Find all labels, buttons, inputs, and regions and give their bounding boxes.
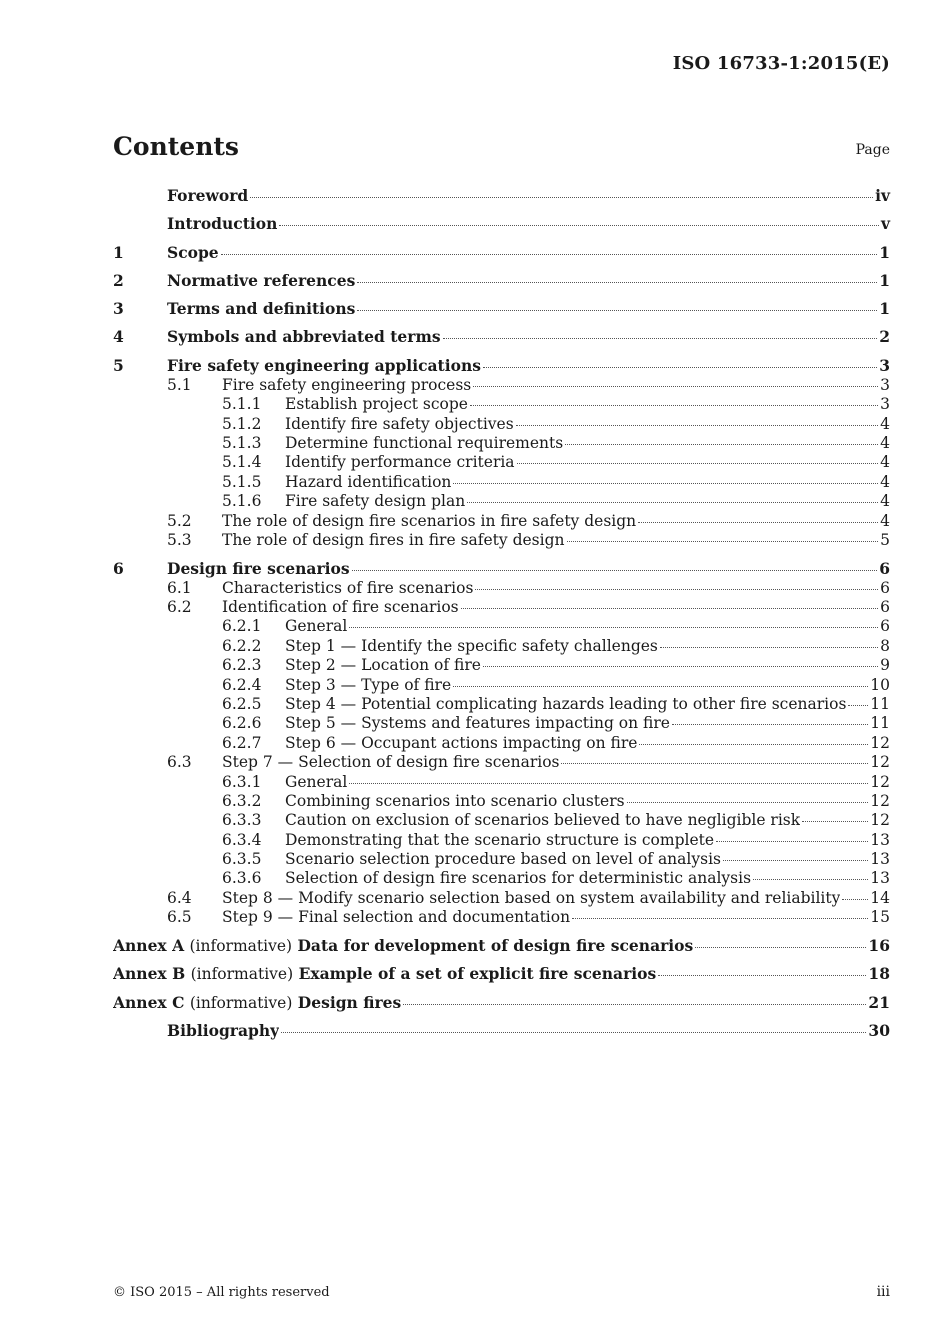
toc-entry[interactable] xyxy=(113,376,890,395)
toc-entry[interactable] xyxy=(113,617,890,636)
toc-entry[interactable] xyxy=(113,753,890,772)
toc-entry-number: 6.2.3 xyxy=(222,656,262,675)
dot-leader xyxy=(349,627,878,628)
toc-entry-number: 6.2.2 xyxy=(222,636,262,655)
toc-entry-page: 12 xyxy=(870,753,890,772)
toc-entry-title: Step 4 — Potential complicating hazards leading to other fire scenarios xyxy=(285,694,847,713)
table-of-contents xyxy=(113,186,890,1041)
toc-entry-title: Characteristics of fire scenarios xyxy=(222,578,474,597)
toc-entry-title: Determine functional requirements xyxy=(285,433,564,452)
annex-title: Data for development of design fire scenarios xyxy=(297,935,694,955)
toc-entry-number: 5.1.5 xyxy=(222,472,262,491)
toc-entry-title: The role of design fires in fire safety design xyxy=(222,530,565,549)
toc-entry[interactable] xyxy=(113,473,890,492)
toc-entry-title: Step 3 — Type of fire xyxy=(285,675,452,694)
annex-label: Annex A xyxy=(113,935,185,955)
dot-leader xyxy=(658,975,866,976)
toc-entry-page: 6 xyxy=(879,558,890,578)
toc-entry[interactable] xyxy=(113,559,890,579)
toc-entry-page: iv xyxy=(875,186,890,205)
toc-entry-number: 1 xyxy=(113,242,124,262)
toc-entry[interactable] xyxy=(113,271,890,291)
toc-entry-number: 6.2.4 xyxy=(222,675,262,694)
annex-informative-tag: (informative) xyxy=(189,936,293,955)
toc-entry-page: 30 xyxy=(868,1020,890,1040)
annex-title: Example of a set of explicit fire scenarios xyxy=(298,964,657,984)
toc-entry-title: Terms and definitions xyxy=(167,299,356,319)
toc-entry-page: 8 xyxy=(880,636,890,655)
toc-entry-page: 21 xyxy=(868,992,890,1012)
toc-entry[interactable] xyxy=(113,936,890,956)
dot-leader xyxy=(639,744,868,745)
toc-entry-number: 6.4 xyxy=(167,888,192,907)
dot-leader xyxy=(716,841,868,842)
toc-entry[interactable] xyxy=(113,831,890,850)
dot-leader xyxy=(250,197,873,198)
toc-entry[interactable] xyxy=(113,214,890,234)
toc-entry[interactable] xyxy=(113,792,890,811)
toc-entry-title: Step 6 — Occupant actions impacting on fire xyxy=(285,733,638,752)
toc-entry-page: 13 xyxy=(870,830,890,849)
toc-entry-number: 6 xyxy=(113,558,124,578)
toc-entry[interactable] xyxy=(113,395,890,414)
dot-leader xyxy=(565,444,878,445)
toc-entry-page: 11 xyxy=(870,714,890,733)
toc-entry-page: 13 xyxy=(870,850,890,869)
copyright-notice: © ISO 2015 – All rights reserved xyxy=(113,1285,330,1300)
toc-entry-title: Combining scenarios into scenario clusters xyxy=(285,791,625,810)
toc-entry-title: General xyxy=(285,772,348,791)
toc-entry-page: 14 xyxy=(870,888,890,907)
toc-entry-page: 4 xyxy=(880,511,890,530)
toc-entry-number: 6.2.7 xyxy=(222,733,262,752)
dot-leader xyxy=(281,1032,866,1033)
toc-entry-title: Identification of fire scenarios xyxy=(222,597,459,616)
toc-entry-page: 2 xyxy=(879,327,890,347)
toc-entry-title: Identify fire safety objectives xyxy=(285,414,514,433)
annex-title: Design fires xyxy=(297,992,402,1012)
toc-entry[interactable] xyxy=(113,434,890,453)
toc-entry-title xyxy=(113,936,693,955)
toc-entry[interactable] xyxy=(113,356,890,376)
toc-entry-number: 5.1 xyxy=(167,375,192,394)
dot-leader xyxy=(461,608,879,609)
toc-entry-number: 6.3.2 xyxy=(222,791,262,810)
toc-entry-title: Step 1 — Identify the specific safety challenges xyxy=(285,636,658,655)
toc-entry-title: Design fire scenarios xyxy=(167,558,350,578)
toc-entry-page: 13 xyxy=(870,869,890,888)
toc-entry-number: 6.3.1 xyxy=(222,772,262,791)
toc-entry-title: Step 5 — Systems and features impacting on fire xyxy=(285,714,670,733)
toc-entry-page: 3 xyxy=(880,375,890,394)
dot-leader xyxy=(660,647,878,648)
dot-leader xyxy=(842,899,868,900)
toc-entry-title: Foreword xyxy=(167,186,249,205)
toc-entry-title xyxy=(113,964,656,983)
toc-entry[interactable] xyxy=(113,299,890,319)
toc-entry-page: 9 xyxy=(880,656,890,675)
dot-leader xyxy=(672,724,868,725)
toc-entry-number: 5.3 xyxy=(167,530,192,549)
toc-entry[interactable] xyxy=(113,695,890,714)
toc-entry-title: Fire safety engineering process xyxy=(222,375,472,394)
dot-leader xyxy=(453,483,878,484)
toc-entry-page: 6 xyxy=(880,597,890,616)
toc-entry-page: 12 xyxy=(870,811,890,830)
dot-leader xyxy=(467,502,878,503)
toc-entry-title: Scenario selection procedure based on level of analysis xyxy=(285,850,721,869)
dot-leader xyxy=(470,405,878,406)
toc-entry-title: Hazard identification xyxy=(285,472,452,491)
toc-entry[interactable] xyxy=(113,714,890,733)
toc-entry-title: The role of design fire scenarios in fire safety design xyxy=(222,511,637,530)
dot-leader xyxy=(349,783,868,784)
toc-entry-number: 6.2.1 xyxy=(222,617,262,636)
toc-entry[interactable] xyxy=(113,415,890,434)
toc-entry-title: Symbols and abbreviated terms xyxy=(167,327,441,347)
dot-leader xyxy=(473,386,878,387)
toc-entry[interactable] xyxy=(113,492,890,511)
toc-entry-title: Caution on exclusion of scenarios believed to have negligible risk xyxy=(285,811,801,830)
toc-entry-page: 4 xyxy=(880,472,890,491)
toc-entry[interactable] xyxy=(113,598,890,617)
toc-entry-number: 6.3.6 xyxy=(222,869,262,888)
standard-id: ISO 16733-1:2015(E) xyxy=(672,53,890,74)
toc-entry[interactable] xyxy=(113,993,890,1013)
page-number: iii xyxy=(876,1284,890,1300)
toc-entry[interactable] xyxy=(113,637,890,656)
toc-entry-page: 12 xyxy=(870,772,890,791)
toc-entry-number: 6.1 xyxy=(167,578,192,597)
annex-informative-tag: (informative) xyxy=(189,993,293,1012)
dot-leader xyxy=(561,763,868,764)
dot-leader xyxy=(848,705,868,706)
dot-leader xyxy=(638,522,878,523)
toc-entry-title: Step 9 — Final selection and documentation xyxy=(222,908,571,927)
annex-informative-tag: (informative) xyxy=(190,965,294,984)
toc-entry-page: 4 xyxy=(880,433,890,452)
toc-entry-title: Step 8 — Modify scenario selection based on system availability and reliability xyxy=(222,888,841,907)
toc-entry-page: 12 xyxy=(870,733,890,752)
toc-entry-title xyxy=(113,993,401,1012)
toc-entry-page: 6 xyxy=(880,578,890,597)
toc-entry-title: Step 2 — Location of fire xyxy=(285,656,481,675)
dot-leader xyxy=(221,254,878,255)
toc-entry-title: Normative references xyxy=(167,270,356,290)
toc-entry-page: v xyxy=(880,214,890,234)
toc-entry-page: 1 xyxy=(879,299,890,319)
dot-leader xyxy=(517,463,879,464)
toc-entry[interactable] xyxy=(113,579,890,598)
dot-leader xyxy=(572,918,868,919)
dot-leader xyxy=(695,947,866,948)
annex-label: Annex B xyxy=(113,964,186,984)
dot-leader xyxy=(483,367,877,368)
toc-entry-page: 5 xyxy=(880,530,890,549)
page-column-label: Page xyxy=(855,142,890,158)
toc-entry[interactable] xyxy=(113,1021,890,1041)
toc-entry-number: 6.3.3 xyxy=(222,811,262,830)
toc-entry[interactable] xyxy=(113,773,890,792)
toc-entry-page: 11 xyxy=(870,694,890,713)
toc-entry-number: 4 xyxy=(113,327,124,347)
toc-entry[interactable] xyxy=(113,327,890,347)
toc-entry[interactable] xyxy=(113,243,890,263)
toc-entry-title: Step 7 — Selection of design fire scenarios xyxy=(222,753,560,772)
dot-leader xyxy=(516,425,878,426)
toc-entry[interactable] xyxy=(113,964,890,984)
annex-label: Annex C xyxy=(113,992,185,1012)
toc-entry-page: 3 xyxy=(879,355,890,375)
toc-entry-number: 5.1.2 xyxy=(222,414,262,433)
toc-entry-page: 12 xyxy=(870,791,890,810)
toc-entry-title: Demonstrating that the scenario structure is complete xyxy=(285,830,715,849)
dot-leader xyxy=(403,1004,866,1005)
dot-leader xyxy=(753,879,868,880)
toc-entry[interactable] xyxy=(113,676,890,695)
dot-leader xyxy=(627,802,869,803)
toc-entry-page: 10 xyxy=(870,675,890,694)
toc-entry-number: 5.1.3 xyxy=(222,433,262,452)
toc-entry[interactable] xyxy=(113,850,890,869)
toc-entry-number: 5.1.1 xyxy=(222,395,262,414)
toc-entry[interactable] xyxy=(113,869,890,888)
toc-entry-page: 4 xyxy=(880,492,890,511)
toc-entry-page: 4 xyxy=(880,453,890,472)
toc-entry-title: Establish project scope xyxy=(285,395,468,414)
dot-leader xyxy=(483,666,878,667)
toc-entry-title: Identify performance criteria xyxy=(285,453,515,472)
toc-entry-page: 1 xyxy=(879,242,890,262)
toc-entry-page: 15 xyxy=(870,908,890,927)
toc-entry[interactable] xyxy=(113,512,890,531)
toc-entry-title: Bibliography xyxy=(167,1020,280,1040)
toc-entry-title: Selection of design fire scenarios for deterministic analysis xyxy=(285,869,752,888)
dot-leader xyxy=(357,310,877,311)
toc-entry-number: 5.2 xyxy=(167,511,192,530)
toc-entry-number: 6.2.5 xyxy=(222,694,262,713)
toc-entry-number: 3 xyxy=(113,299,124,319)
dot-leader xyxy=(279,225,879,226)
dot-leader xyxy=(357,282,877,283)
dot-leader xyxy=(802,821,868,822)
dot-leader xyxy=(453,686,868,687)
toc-entry-number: 6.3.4 xyxy=(222,830,262,849)
toc-entry-page: 3 xyxy=(880,395,890,414)
toc-entry-title: Scope xyxy=(167,242,219,262)
dot-leader xyxy=(567,541,879,542)
toc-entry-number: 5.1.4 xyxy=(222,453,262,472)
toc-entry-number: 2 xyxy=(113,270,124,290)
toc-entry-title: General xyxy=(285,617,348,636)
toc-entry-title: Fire safety design plan xyxy=(285,492,466,511)
toc-entry-page: 16 xyxy=(868,935,890,955)
dot-leader xyxy=(443,338,878,339)
dot-leader xyxy=(352,570,878,571)
toc-entry[interactable] xyxy=(113,734,890,753)
dot-leader xyxy=(723,860,868,861)
toc-entry-page: 4 xyxy=(880,414,890,433)
toc-entry[interactable] xyxy=(113,186,890,206)
page-title: Contents xyxy=(113,132,240,161)
toc-entry-number: 5 xyxy=(113,355,124,375)
toc-entry-page: 6 xyxy=(880,617,890,636)
toc-entry-title: Fire safety engineering applications xyxy=(167,355,481,375)
toc-entry-page: 1 xyxy=(879,270,890,290)
toc-entry[interactable] xyxy=(113,908,890,927)
toc-entry-title: Introduction xyxy=(167,214,278,234)
toc-entry-number: 6.2 xyxy=(167,597,192,616)
toc-entry-number: 6.2.6 xyxy=(222,714,262,733)
toc-entry-page: 18 xyxy=(868,964,890,984)
toc-entry[interactable] xyxy=(113,531,890,550)
toc-entry[interactable] xyxy=(113,811,890,830)
toc-entry-number: 6.5 xyxy=(167,908,192,927)
toc-entry-number: 5.1.6 xyxy=(222,492,262,511)
toc-entry[interactable] xyxy=(113,453,890,472)
toc-entry[interactable] xyxy=(113,656,890,675)
toc-entry-number: 6.3.5 xyxy=(222,850,262,869)
toc-entry-number: 6.3 xyxy=(167,753,192,772)
dot-leader xyxy=(475,589,878,590)
toc-entry[interactable] xyxy=(113,889,890,908)
